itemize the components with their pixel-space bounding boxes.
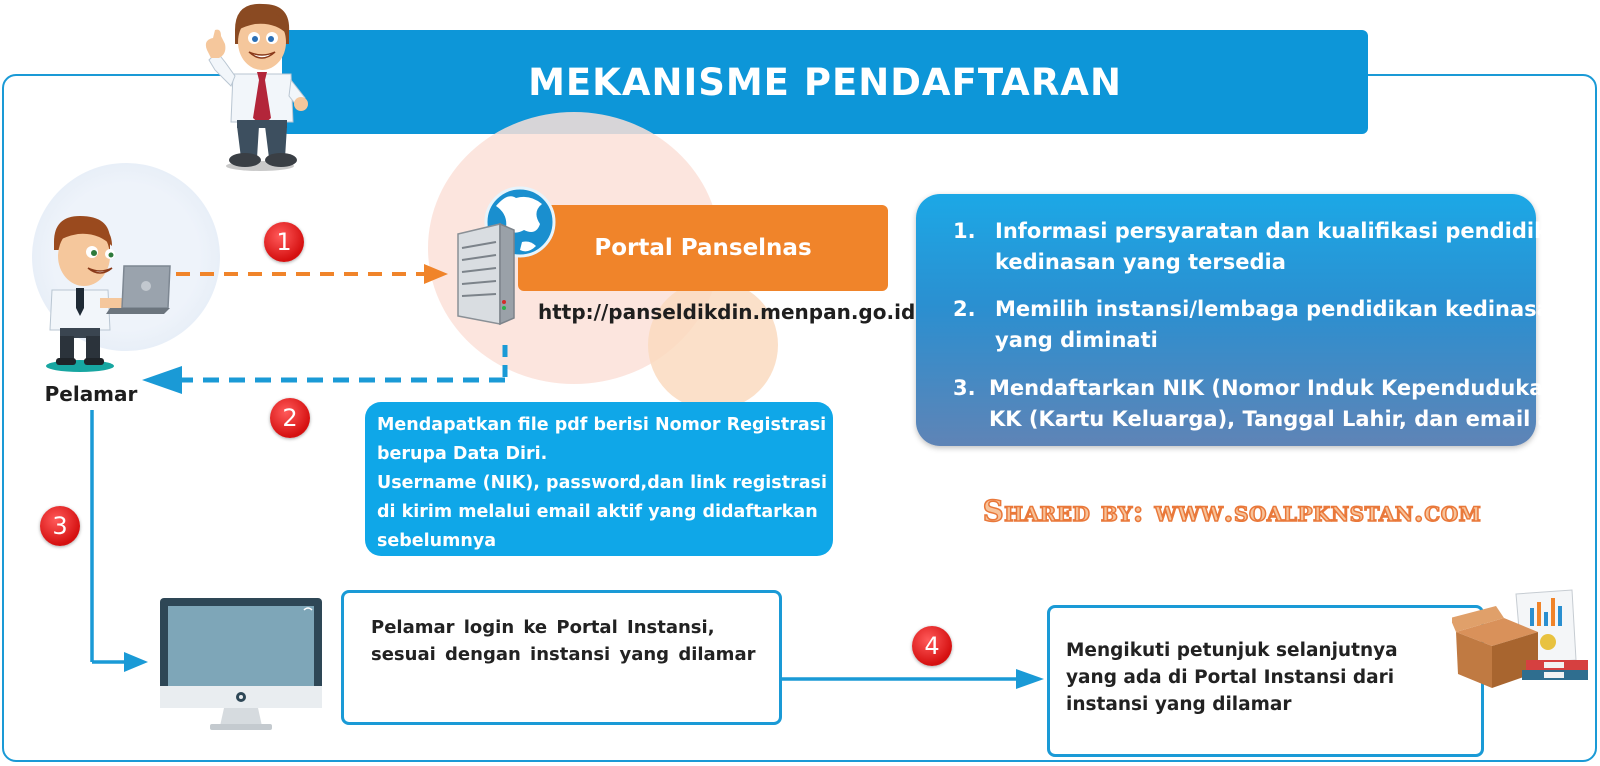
follow-text-line: instansi yang dilamar — [1066, 694, 1292, 715]
requirement-text: yang diminati — [995, 328, 1158, 352]
follow-text-line: Mengikuti petunjuk selanjutnya — [1066, 640, 1398, 661]
computer-monitor-icon — [158, 596, 324, 732]
requirement-number: 2. — [953, 297, 976, 321]
login-text-line: sesuai dengan instansi yang dilamar — [371, 644, 756, 665]
requirement-number: 3. — [953, 376, 976, 400]
requirement-text: Mendaftarkan NIK (Nomor Induk Kependudukan), — [989, 376, 1576, 400]
step-badge-4: 4 — [912, 626, 952, 666]
box-documents-icon — [1452, 588, 1592, 698]
portal-url: http://panseldikdin.menpan.go.id — [538, 300, 916, 324]
registration-info-box — [365, 402, 833, 556]
info-line: Username (NIK), password,dan link registrasi — [377, 473, 827, 493]
requirement-number: 1. — [953, 219, 976, 243]
info-line: Mendapatkan file pdf berisi Nomor Registrasi — [377, 415, 827, 435]
requirement-text: KK (Kartu Keluarga), Tanggal Lahir, dan email aktif — [989, 407, 1593, 431]
requirement-text: kedinasan yang tersedia — [995, 250, 1286, 274]
portal-panselnas-box: Portal Panselnas — [518, 205, 888, 291]
shared-by-watermark: Shared by: www.soalpknstan.com — [982, 494, 1482, 528]
follow-text-line: yang ada di Portal Instansi dari — [1066, 667, 1395, 688]
info-line: berupa Data Diri. — [377, 444, 548, 464]
info-line: di kirim melalui email aktif yang didaftarkan — [377, 502, 818, 522]
step-badge-1: 1 — [264, 222, 304, 262]
page-title: MEKANISME PENDAFTARAN — [528, 60, 1122, 104]
info-line: sebelumnya — [377, 531, 497, 551]
applicant-label: Pelamar — [44, 382, 138, 406]
step-badge-2: 2 — [270, 398, 310, 438]
step-badge-3: 3 — [40, 506, 80, 546]
requirement-text: Memilih instansi/lembaga pendidikan kedinasan — [995, 297, 1566, 321]
login-text-line: Pelamar login ke Portal Instansi, — [371, 617, 715, 638]
requirement-text: Informasi persyaratan dan kualifikasi pendidikan — [995, 219, 1578, 243]
